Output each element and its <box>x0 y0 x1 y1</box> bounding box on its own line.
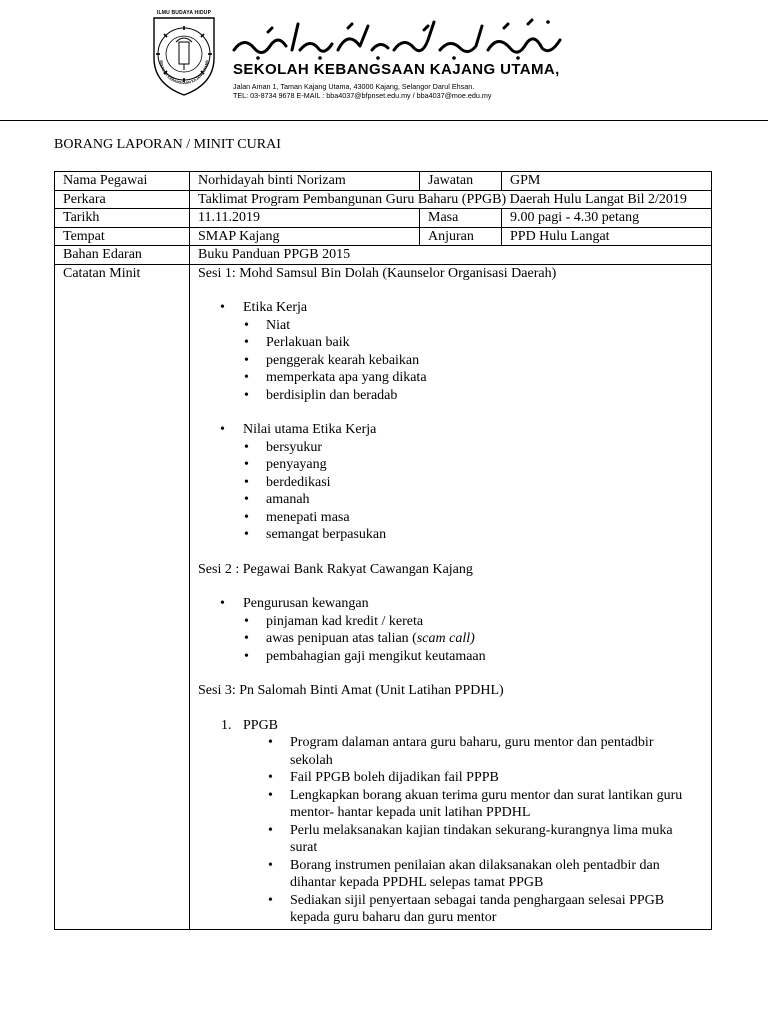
sesi1-nilai-list <box>198 421 711 544</box>
nama-pegawai-label: Nama Pegawai <box>55 172 190 191</box>
row-tempat <box>55 227 712 246</box>
form-title: BORANG LAPORAN / MINIT CURAI <box>54 137 281 152</box>
kewangan-label: Pengurusan kewangan <box>243 596 369 611</box>
jawatan-label: Jawatan <box>420 172 502 191</box>
list-item: • berdedikasi <box>243 474 711 492</box>
crest-motto: ILMU BUDAYA HIDUP <box>156 10 212 16</box>
bahan-edaran-value: Buku Panduan PPGB 2015 <box>190 246 712 265</box>
sesi1-topic-list <box>198 299 711 404</box>
etika-kerja-label: Etika Kerja <box>243 300 308 315</box>
list-item: • menepati masa <box>243 509 711 527</box>
ppgb-items <box>243 734 711 927</box>
sesi3-numbered-list <box>198 717 711 927</box>
list-item: • penggerak kearah kebaikan <box>243 352 711 370</box>
list-item: • Sediakan sijil penyertaan sebagai tanda penghargaan selesai PPGB kepada guru baharu dan guru mentor <box>243 892 695 927</box>
list-item: • penyayang <box>243 456 711 474</box>
report-form-table <box>54 171 712 930</box>
bahan-edaran-label: Bahan Edaran <box>55 246 190 265</box>
kewangan-items <box>243 613 711 666</box>
masa-label: Masa <box>420 209 502 228</box>
list-item: • Perlakuan baik <box>243 334 711 352</box>
letterhead-divider <box>0 120 768 121</box>
anjuran-value: PPD Hulu Langat <box>502 227 712 246</box>
row-catatan-minit <box>55 264 712 929</box>
nilai-utama-label: Nilai utama Etika Kerja <box>243 422 377 437</box>
list-item: • Niat <box>243 317 711 335</box>
jawatan-value: GPM <box>502 172 712 191</box>
row-perkara <box>55 190 712 209</box>
etika-kerja-list <box>243 317 711 405</box>
masa-value: 9.00 pagi - 4.30 petang <box>502 209 712 228</box>
list-item: • berdisiplin dan beradab <box>243 387 711 405</box>
tempat-value: SMAP Kajang <box>190 227 420 246</box>
perkara-label: Perkara <box>55 190 190 209</box>
catatan-minit-label: Catatan Minit <box>55 264 190 929</box>
list-item: • Perlu melaksanakan kajian tindakan sekurang-kurangnya lima muka surat <box>243 822 695 857</box>
catatan-minit-content <box>190 264 712 929</box>
sesi1-title: Sesi 1: Mohd Samsul Bin Dolah (Kaunselor Organisasi Daerah) <box>198 265 557 281</box>
tempat-label: Tempat <box>55 227 190 246</box>
list-item <box>198 421 711 544</box>
sesi2-title: Sesi 2 : Pegawai Bank Rakyat Cawangan Kajang <box>198 561 473 577</box>
school-name: SEKOLAH KEBANGSAAN KAJANG UTAMA, <box>233 61 560 78</box>
tarikh-label: Tarikh <box>55 209 190 228</box>
list-item <box>243 630 711 648</box>
perkara-value: Taklimat Program Pembangunan Guru Baharu (PPGB) Daerah Hulu Langat Bil 2/2019 <box>190 190 712 209</box>
jawi-calligraphy <box>228 10 568 62</box>
crest-ring-text: SEKOLAH KEBANGSAAN KAJANG UTAMA <box>158 59 210 86</box>
school-address: Jalan Aman 1, Taman Kajang Utama, 43000 Kajang, Selangor Darul Ehsan. <box>233 82 475 91</box>
anjuran-label: Anjuran <box>420 227 502 246</box>
list-item: • memperkata apa yang dikata <box>243 369 711 387</box>
list-item <box>198 595 711 665</box>
list-item: • amanah <box>243 491 711 509</box>
school-contact: TEL: 03-8734 9678 E-MAIL : bba4037@bfpnset.edu.my / bba4037@moe.edu.my <box>233 91 492 100</box>
list-item <box>198 717 711 927</box>
list-item: • Program dalaman antara guru baharu, guru mentor dan pentadbir sekolah <box>243 734 695 769</box>
ppgb-number: 1. <box>221 717 232 733</box>
ppgb-label: PPGB <box>243 717 279 733</box>
list-item: • semangat berpasukan <box>243 526 711 544</box>
crest-icon <box>148 10 220 98</box>
school-crest <box>148 10 220 98</box>
list-item: • pinjaman kad kredit / kereta <box>243 613 711 631</box>
scam-call-italic: scam call) <box>416 631 475 646</box>
list-item: • Fail PPGB boleh dijadikan fail PPPB <box>243 769 695 787</box>
nama-pegawai-value: Norhidayah binti Norizam <box>190 172 420 191</box>
tarikh-value: 11.11.2019 <box>190 209 420 228</box>
list-item: • Borang instrumen penilaian akan dilaksanakan oleh pentadbir dan dihantar kepada PPDHL selepas tamat PPGB <box>243 857 695 892</box>
list-item: • bersyukur <box>243 439 711 457</box>
row-tarikh <box>55 209 712 228</box>
row-bahan-edaran <box>55 246 712 265</box>
sesi3-title: Sesi 3: Pn Salomah Binti Amat (Unit Latihan PPDHL) <box>198 683 504 698</box>
letterhead <box>0 0 768 122</box>
list-item: • pembahagian gaji mengikut keutamaan <box>243 648 711 666</box>
scam-prefix: awas penipuan atas talian ( <box>266 631 417 646</box>
list-item <box>198 299 711 404</box>
row-nama-pegawai <box>55 172 712 191</box>
sesi2-topic-list <box>198 595 711 665</box>
list-item: • Lengkapkan borang akuan terima guru mentor dan surat lantikan guru mentor- hantar kepada unit latihan PPDHL <box>243 787 695 822</box>
nilai-utama-items <box>243 439 711 544</box>
